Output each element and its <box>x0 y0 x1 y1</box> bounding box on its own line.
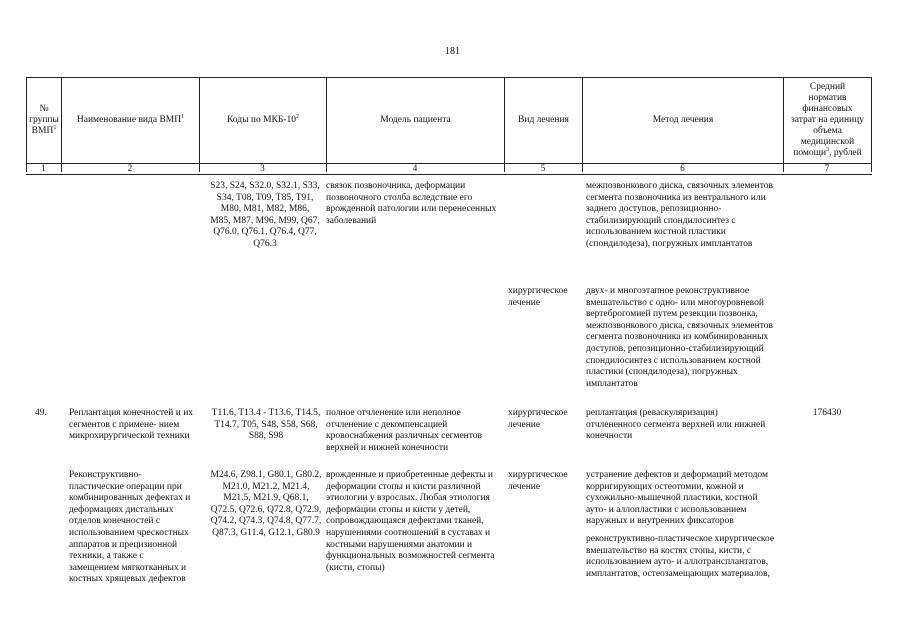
header-icd-codes: Коды по МКБ-$10^2$ <box>226 113 300 125</box>
row-treatment-method: устранение дефектов и деформаций методом корригирующих остеотомии, кожной и сухожильно-мышечной пластики, костной ауто- и аллопластики с использованием наружных и внутренних фиксаторов <box>586 470 768 527</box>
column-number: 4 <box>412 163 418 173</box>
header-treatment-type: Вид лечения <box>518 114 569 125</box>
row-average-cost: 176430 <box>812 408 842 418</box>
column-number: 6 <box>680 163 685 173</box>
vmp-table <box>26 77 872 637</box>
row-treatment-method: межпозвонкового диска, связочных элементов сегмента позвоночника из вентрального или заднего доступов, репозиционно-стабилизирующий спондилосинтез с использованием костной пластики (спондилодеза), погружных имплантатов <box>586 181 773 249</box>
page-number: 181 <box>445 46 460 57</box>
row-treatment-method: реплантация (реваскуляризация) отчлененного сегмента верхней или нижней конечности <box>586 408 766 442</box>
row-treatment-type: хирургическое лечение <box>508 470 568 492</box>
column-number: 1 <box>41 163 46 173</box>
row-vmp-name: Реконструктивно-пластические операции при комбинированных дефектах и деформациях дистальных отделов конечностей с использованием чрескостных аппаратов и прецизионной техники, а также с замещением мягкотканных и костных хрящевых дефектов <box>69 470 191 585</box>
table-right-border <box>871 77 872 172</box>
header-patient-model: Модель пациента <box>380 114 451 125</box>
header-vmp-name: Наименование вида ВМП$^1$ <box>76 113 185 125</box>
column-number: 3 <box>260 163 265 173</box>
row-icd-codes: T11.6, T13.4 - T13.6, T14.5, T14.7, T05, S48, S58, S68, S88, S98 <box>211 408 321 442</box>
row-group-number: 49. <box>35 408 47 418</box>
row-treatment-type: хирургическое лечение <box>508 408 568 430</box>
row-treatment-method: реконструктивно-пластическое хирургическое вмешательство на костях стопы, кисти, с использованием ауто- и аллотрансплантатов, имплантатов, остеозамещающих материалов, <box>586 533 775 579</box>
row-icd-codes: M24.6, Z98.1, G80.1, G80.2, M21.0, M21.2, M21.4, M21.5, M21.9, Q68.1, Q72.5, Q72.6, Q72.8, Q72.9, Q74.2, Q74.3, Q74.8, Q77.7, Q87.3, G11.4, G12.1, G80.9 <box>210 470 322 538</box>
row-vmp-name: Реплантация конечностей и их сегментов с примене- нием микрохирургической техники <box>69 408 194 442</box>
row-treatment-method: двух- и многоэтапное реконструктивное вмешательство с одно- или многоуровневой вертеброгомией путем резекции позвонка, межпозвонкового диска, связочных элементов сегмента позвоночника из комбинированных доступов, репозиционно-стабилизирующий спондилосинтез с использованием костной пластики (спондилодеза), погружных имплантатов <box>586 286 773 389</box>
row-patient-model: врожденные и приобретенные дефекты и деформации стопы и кисти различной этиологии у взрослых. Любая этиология деформации стопы и кисти у детей, сопровождающаяся дефектами тканей, нарушениями соотношений в суставах и костными нарушениями анатомии и функциональных возможностей сегмента (кисти, стопы) <box>326 470 495 573</box>
row-treatment-method-group <box>586 470 778 580</box>
column-number: 2 <box>127 163 133 173</box>
header-group-number: № группы ВМП$^1$ <box>29 103 59 136</box>
row-icd-codes: S23, S24, S32.0, S32.1, S33, S34, T08, T09, T85, T91, M80, M81, M82, M86, M85, M87, M96, M99, Q67, Q76.0, Q76.1, Q76.4, Q77, Q76.3 <box>210 181 320 249</box>
header-treatment-method: Метод лечения <box>652 114 714 125</box>
column-number: 7 <box>824 163 830 173</box>
header-average-cost: Средний норматив финансовых затрат на единицу объема медицинской помощи$^3$, рублей <box>791 81 864 158</box>
column-number: 5 <box>540 163 546 173</box>
row-patient-model: связок позвоночника, деформации позвоночного столба вследствие его врожденной патологии или перенесенных заболеваний <box>326 181 497 226</box>
row-patient-model: полное отчленение или неполное отчленение с декомпенсацией кровоснабжения различных сегментов верхней и нижней конечности <box>326 408 483 453</box>
row-treatment-type: хирургическое лечение <box>508 286 568 308</box>
